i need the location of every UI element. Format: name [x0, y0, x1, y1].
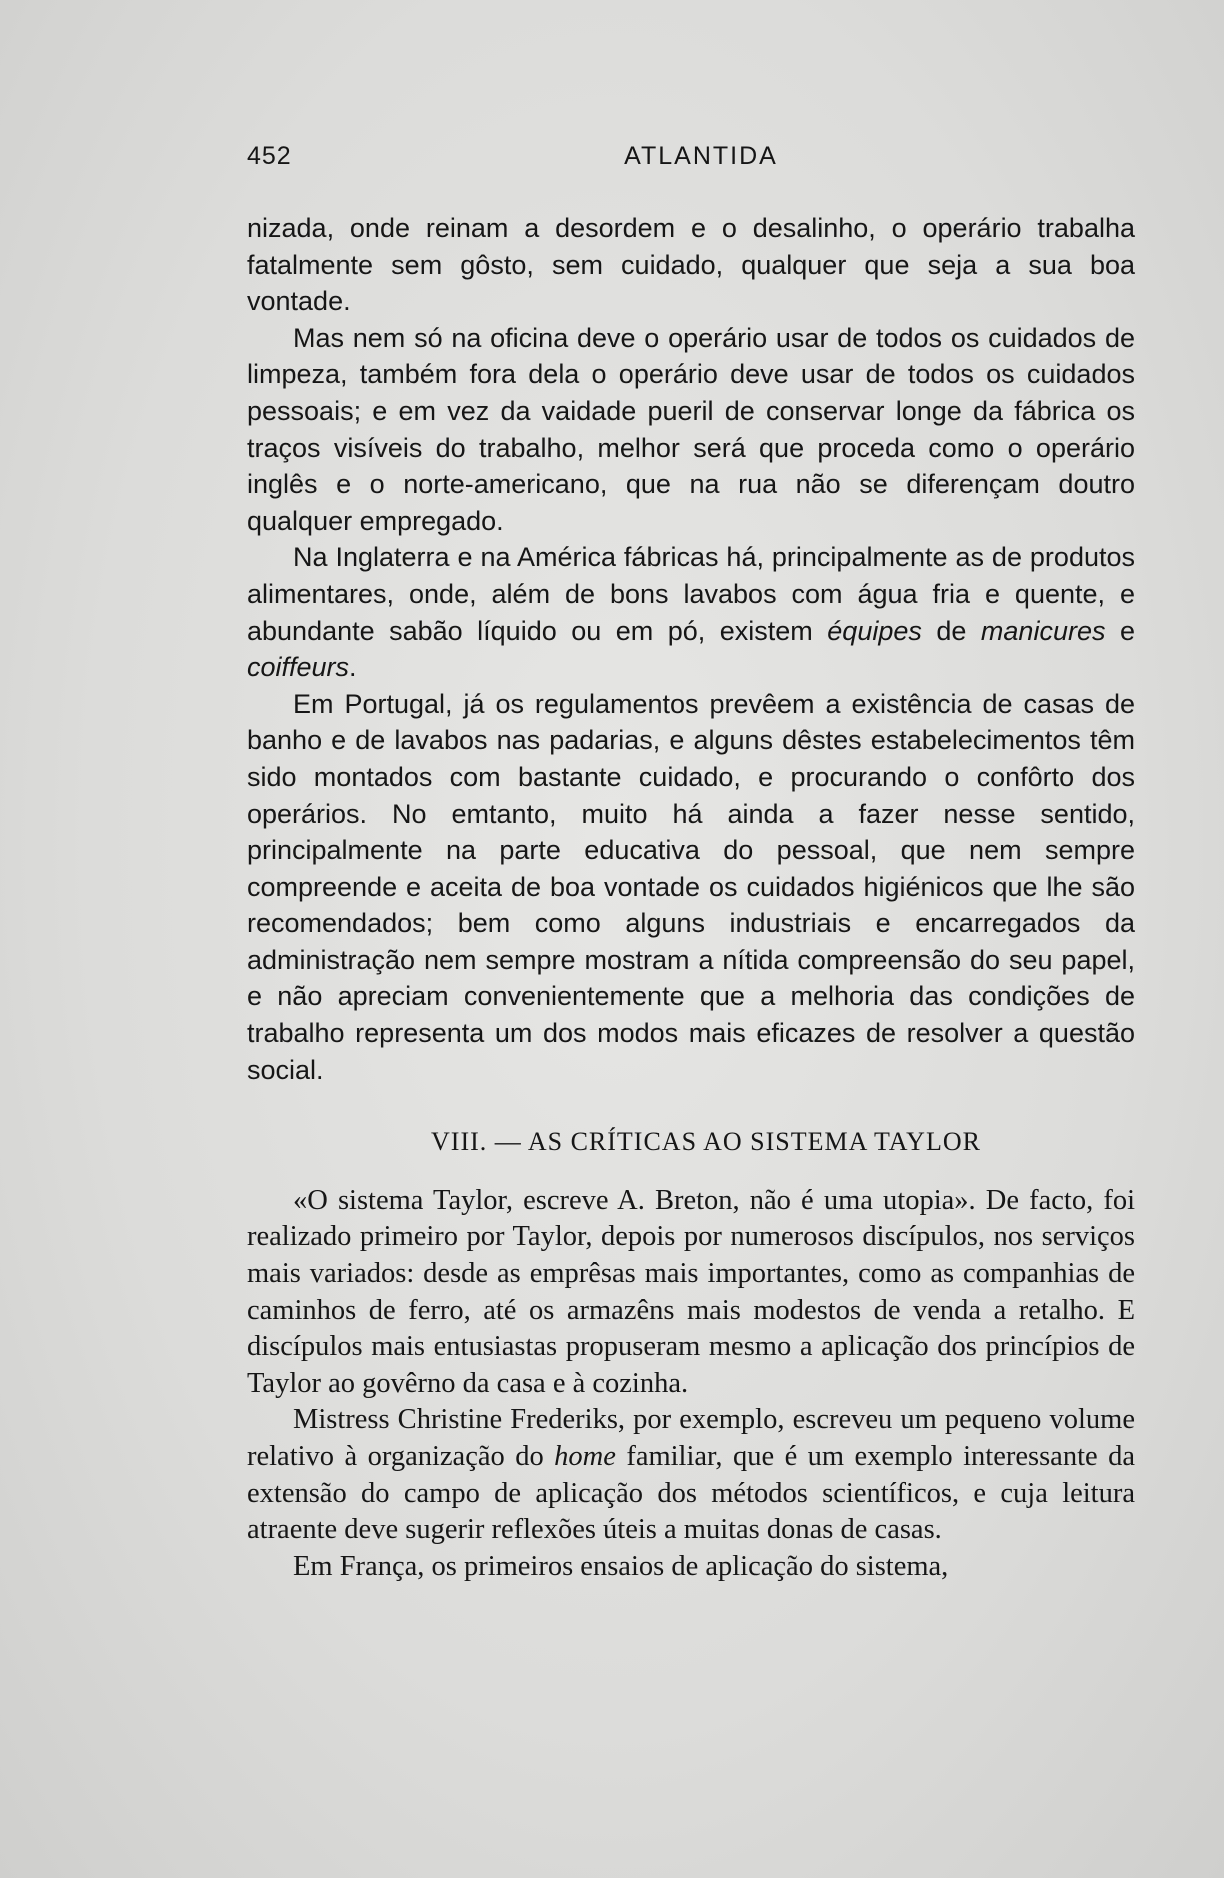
italic-home: home — [554, 1441, 616, 1472]
italic-equipes: équipes — [827, 615, 922, 646]
paragraph-continuation: nizada, onde reinam a desordem e o desalinho, o operário trabalha fatalmente sem gôsto, sem cuidado, qualquer que seja a sua boa vontade. — [247, 213, 1135, 317]
body-text — [247, 210, 1135, 1585]
connector-de: de — [936, 615, 967, 646]
journal-title: ATLANTIDA — [624, 142, 778, 170]
paragraph-frederiks-before: Mistress Christine Frederiks, por exemplo, escreveu um pequeno volume relativo à organização do — [247, 1404, 1135, 1472]
italic-coiffeurs: coiffeurs — [247, 652, 350, 683]
paragraph-portugal: Em Portugal, já os regulamentos prevêem a existência de casas de banho e de lavabos nas padarias, e alguns dêstes estabelecimentos têm sido montados com bastante cuidado, e procurando o confôrto dos operários. No emtanto, muito há ainda a fazer nesse sentido, principalmente na parte educativa do pessoal, que nem sempre compreende e aceita de boa vontade os cuidados higiénicos que lhe são recomendados; bem como alguns industriais e encarregados da administração nem sempre mostram a nítida compreensão do seu papel, e não apreciam convenientemente que a melhoria das condições de trabalho representa um dos modos mais eficazes de resolver a questão social. — [247, 688, 1135, 1085]
connector-e: e — [1119, 615, 1135, 646]
page-number: 452 — [247, 142, 292, 170]
section-body — [247, 1183, 1135, 1586]
paragraph-cleanliness: Mas nem só na oficina deve o operário usar de todos os cuidados de limpeza, também fora dela o operário deve usar de todos os cuidados pessoais; e em vez da vaidade pueril de conservar longe da fábrica os traços visíveis do trabalho, melhor será que proceda como o operário inglês e o norte-americano, que na rua não se diferençam doutro qualquer empregado. — [247, 322, 1135, 536]
paragraph-franca: Em França, os primeiros ensaios de aplicação do sistema, — [293, 1550, 949, 1582]
italic-manicures: manicures — [980, 615, 1106, 646]
paragraph-taylor-system: «O sistema Taylor, escreve A. Breton, não é uma utopia». De facto, foi realizado primeiro por Taylor, depois por numerosos discípulos, nos serviços mais variados: desde as emprêsas mais importantes, como as companhias de caminhos de ferro, até os armazêns mais modestos de venda a retalho. E discípulos mais entusiastas propuseram mesmo a aplicação dos princípios de Taylor ao govêrno da casa e à cozinha. — [247, 1184, 1135, 1399]
section-heading: VIII. — AS CRÍTICAS AO SISTEMA TAYLOR — [431, 1127, 981, 1157]
running-head — [247, 142, 1135, 178]
paragraph-frederiks — [247, 1402, 1135, 1548]
paragraph-inglaterra — [247, 539, 1135, 685]
paragraph-inglaterra-text: Na Inglaterra e na América fábricas há, principalmente as de produtos alimentares, onde, além de bons lavabos com água fria e quente, e abundante sabão líquido ou em pó, existem — [247, 542, 1135, 646]
period: . — [349, 652, 357, 683]
paragraph-frederiks-after: familiar, que é um exemplo interessante da extensão do campo de aplicação dos métodos scientíficos, e cuja leitura atraente deve sugerir reflexões úteis a muitas donas de casas. — [247, 1441, 1135, 1546]
